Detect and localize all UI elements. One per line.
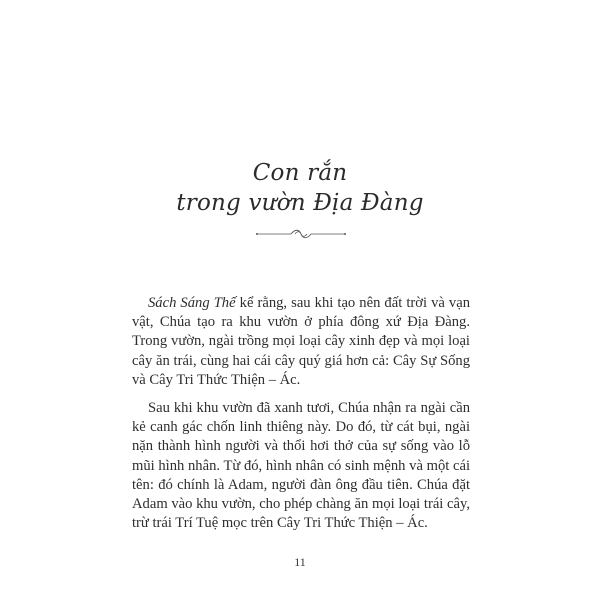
chapter-title-line-1: Con rắn xyxy=(252,160,348,186)
paragraph-2 xyxy=(132,399,470,533)
chapter-title-line-2: trong vườn Địa Đàng xyxy=(176,190,424,216)
paragraph-1-text: kể rằng, sau khi tạo nên đất trời và vạn vật, Chúa tạo ra khu vườn ở phía đông xứ Địa Đàng. Trong vườn, ngài trồng mọi loại cây xinh đẹp và mọi loại cây ăn trái, cùng hai cái cây quý giá hơn cả: Cây Sự Sống và Cây Tri Thức Thiện – Ác. xyxy=(132,295,471,388)
paragraph-1 xyxy=(132,294,470,390)
page-number: 11 xyxy=(294,555,306,569)
body-text xyxy=(132,294,470,542)
paragraph-1-emphasis: Sách Sáng Thế xyxy=(148,295,236,311)
paragraph-2-text: Sau khi khu vườn đã xanh tươi, Chúa nhận ra ngài cần kẻ canh gác chốn linh thiêng này. Do đó, từ cát bụi, ngài nặn thành hình người và thổi hơi thở của sự sống vào lỗ mũi hình nhân. Từ đó, hình nhân có sinh mệnh và một cái tên: đó chính là Adam, người đàn ông đầu tiên. Chúa đặt Adam vào khu vườn, cho phép chàng ăn mọi loại trái cây, trừ trái Trí Tuệ mọc trên Cây Tri Thức Thiện – Ác. xyxy=(132,400,470,532)
flourish-divider-icon xyxy=(255,228,347,240)
